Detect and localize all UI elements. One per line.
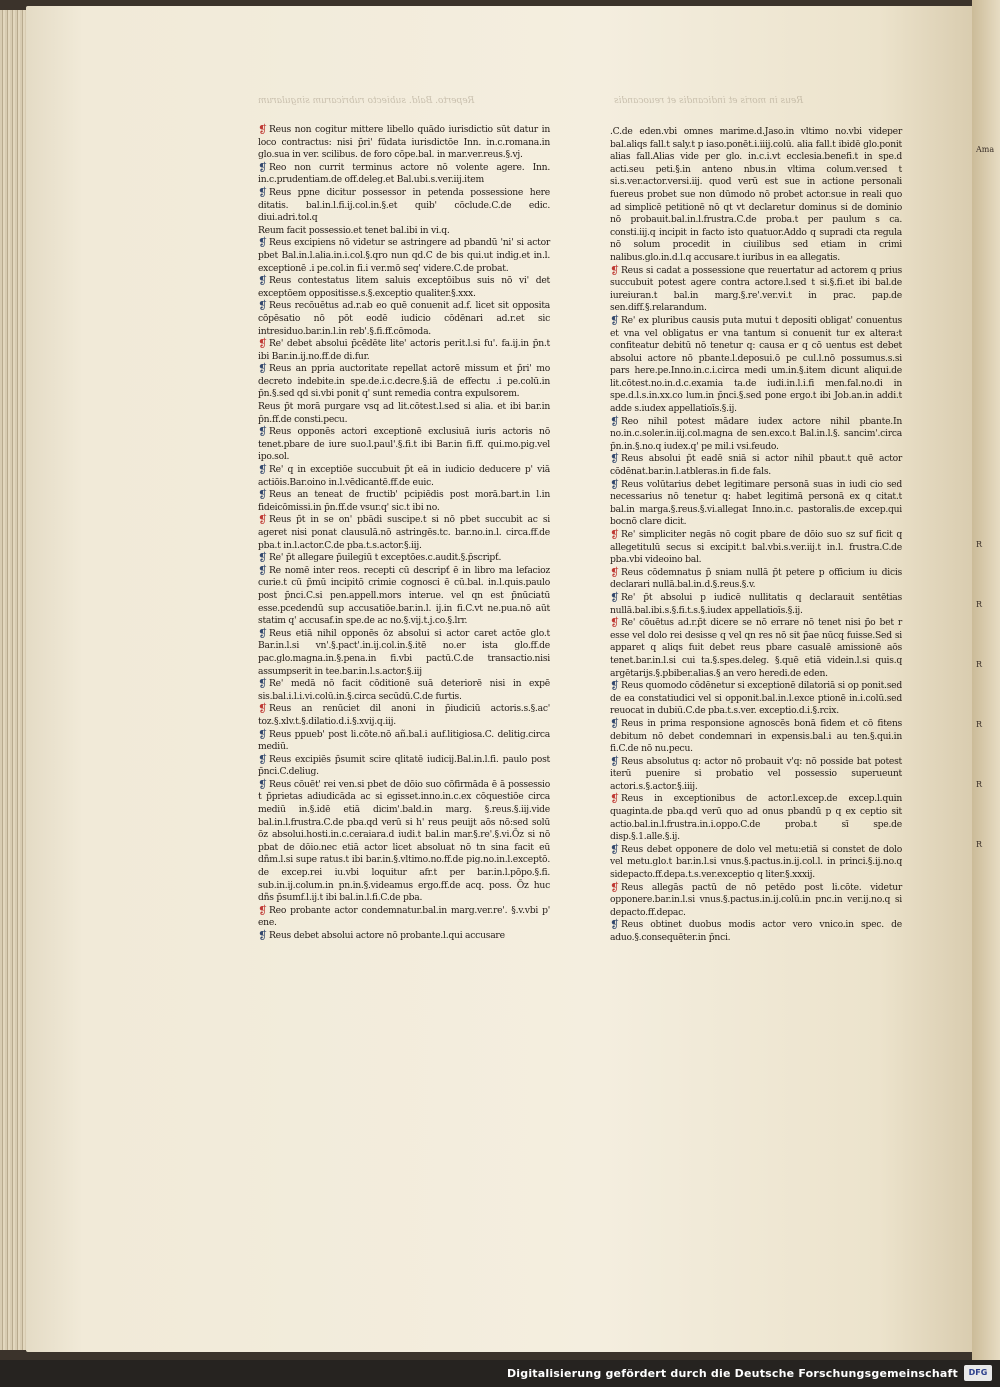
entry-text: Reus obtinet duobus modis actor vero vnico.in spec. de aduo.§.consequēter.in p̄nci.: [610, 919, 902, 943]
entry-text: Reus an ppria auctoritate repellat actorē missum et p̄ri' mo decreto indebite.in spe.de.i.c.decre.§.iā de effectu .i pe.colū.in p̄n.§.sed qd si.vbi ponit q' sunt remedia contra expulsorem.: [258, 363, 550, 400]
paragraph-mark-icon: ❡: [610, 565, 619, 579]
entry-paragraph: [610, 315, 902, 416]
entry-text: Reus p̄t morā purgare vsq ad lit.cōtest.l.sed si alia. et ibi bar.in p̄n.ff.de consti.pecu.: [258, 401, 550, 425]
entry-text: Reus cōdemnatus p̄ sniam nullā p̄t petere p officium iu dicis declarari nullā.bal.in.d.§.reus.§.v.: [610, 566, 902, 591]
entry-paragraph: [258, 703, 550, 728]
paragraph-mark-icon: ❡: [610, 918, 619, 932]
entry-paragraph: [610, 453, 902, 478]
entry-text: Reus debet absolui actore nō probante.l.qui accusare: [268, 930, 505, 941]
entry-text: Reus non cogitur mittere libello quādo iurisdictio sūt datur in loco contractus: nisi p̄ri' fūdata iurisdictōe Inn. in.c.romana.in glo.sua in ver. scilibus. de foro cōpe.bal. in mar.ver.reus.§.vj.: [258, 124, 550, 161]
entry-text: Re' p̄t allegare p̄uilegiū t exceptōes.c.audit.§.p̄scripť.: [268, 552, 502, 564]
entry-text: Re' ex pluribus causis puta mutui t depositi obligat' conuentus et vna vel obligatus er vna tantum si conuenit tur ex altera:t confiteatur debitū nō tenetur q: causa er q cō uentus est debet absolui actore nō pbante.l.deposui.ō pe cul.l.nō possumus.s.si pars here.pe.Inno.in.c.i.circa medi um.in.§.item dicunt aliqui.de lit.cōtest.no.in.d.c.examia ta.de iudi.in.l.i.fi men.fal.no.di in spe.d.l.s.in.xx.co lum.in p̄nci.§.sed pone ergo.t ibi Job.an.in addi.t adde s.iudex appellatioīs.§.ij.: [610, 314, 902, 415]
entry-paragraph: [610, 617, 902, 680]
paragraph-mark-icon: ❡: [258, 626, 267, 640]
entry-paragraph: [258, 464, 550, 489]
entry-paragraph: [258, 187, 550, 225]
paragraph-mark-icon: ❡: [258, 337, 267, 351]
facing-page-fragment: R: [976, 720, 983, 729]
entry-paragraph: [258, 363, 550, 401]
facing-page-fragment: R: [976, 840, 983, 849]
entry-text: Reo nihil potest mādare iudex actore nihil pbante.In no.in.c.soler.in.iij.col.magna de sen.exco.t Bal.in.l.§. sancim'.circa p̄n.in.§.no.q iudex.q' pe mil.i vsi.feudo.: [610, 415, 902, 452]
entry-text: Re' medā nō facit cōditionē suā deteriorē nisi in expē sis.bal.i.l.i.vi.colū.in.§.circa secūdū.C.de furtis.: [258, 678, 550, 702]
entry-paragraph: [258, 162, 550, 187]
paragraph-mark-icon: ❡: [258, 488, 267, 502]
entry-paragraph: [258, 565, 550, 628]
entry-text: Re' simpliciter negās nō cogit pbare de dōio suo sz suf ficit q allegetitulū secus si excipit.t bal.vbi.s.ver.iij.t in.l. frustra.C.de pba.vbi videoino bal.: [610, 529, 902, 566]
facing-page-fragment: Ama: [976, 145, 995, 154]
paragraph-mark-icon: ❡: [258, 777, 267, 791]
entry-text: Reus absolutus q: actor nō probauit v'q: nō posside bat potest iterū puenire si probatio vel possessio superueunt actori.s.§.actor.§.iiij.: [610, 755, 902, 792]
footer-bar: [0, 1360, 1000, 1387]
entry-paragraph: [258, 300, 550, 338]
entry-text: .C.de eden.vbi omnes marime.d.Jaso.in vltimo no.vbi videper bal.aliqs fall.t saly.t p iaso.ponēt.i.iiij.colū. alia fall.t ibidē glo.ponit alias fall.Alias vide per glo. in.c.i.vt ecclesia.benefi.t in spe.d acti.seu peti.§.in anteno nbus.in vltima colum.ver.sed t si.s.ver.actor.versi.iij. quod verū est sue in actione personali fuereus probet sue non dūmodo nō probet actor.sue in reali quo ad simplicē petitionē nō qt vt declaretur dominus si de dominio nō probauit.bal.in.l.frustra.C.de proba.t per paulum s ca. consti.iij.q incipit in facto isto quatuor.Addo q supradi cta regula nō solum procedit in ciuilibus sed etiam in crimi nalibus.glo.in.d.l.q accusare.t iuribus in ea allegatis.: [610, 126, 902, 263]
entry-paragraph: [610, 126, 902, 265]
paragraph-mark-icon: ❡: [610, 792, 619, 806]
entry-paragraph: [258, 401, 550, 426]
paragraph-mark-icon: ❡: [258, 236, 267, 250]
entry-text: Reus volūtarius debet legitimare personā suas in iudi cio sed necessarius nō tenetur q: habet legitimā personā ex q citat.t bal.in marga.§.reus.§.vi.allegat Inno.in.c. pastoralis.de excep.qui bocnō clare dicit.: [610, 478, 902, 528]
entry-text: Reus recōuētus ad.r.ab eo quē conuenit ad.f. licet sit opposita cōpēsatio nō pōt eodē iudicio cōdēnari ad.r.et sic intresiduo.bar.in.l.in reb'.§.fi.ff.cōmoda.: [258, 300, 550, 337]
paragraph-mark-icon: ❡: [258, 185, 267, 199]
facing-page-fragment: R: [976, 780, 983, 789]
right-text-column: [610, 126, 902, 945]
entry-text: Re' debet absolui p̄cēdēte lite' actoris perit.l.si fu'. fa.ij.in p̄n.t ibi Bar.in.ij.no.ff.de di.fur.: [258, 338, 550, 362]
entry-paragraph: [258, 225, 550, 238]
entry-paragraph: [610, 592, 902, 617]
dfg-logo: DFG: [964, 1365, 992, 1381]
paragraph-mark-icon: ❡: [610, 414, 619, 428]
paragraph-mark-icon: ❡: [258, 727, 267, 741]
entry-paragraph: [258, 552, 550, 565]
entry-text: Reus etiā nihil opponēs ōz absolui si actor caret actōe glo.t Bar.in.l.si vn'.§.pact'.in.ij.col.in.§.itē no.er ista glo.ff.de pac.glo.magna.in.§.pena.in fi.vbi pactū.C.de transactio.nisi assumpserit in tee.bar.in.l.s.actor.§.iij: [258, 627, 550, 677]
facing-page-fragment: R: [976, 600, 983, 609]
paragraph-mark-icon: ❡: [610, 477, 619, 491]
entry-text: Reus excipiens nō videtur se astringere ad pbandū 'ni' si actor pbet Bal.in.l.alia.in.i.col.§.qro nun qd.C de bis qui.ut indig.et in.l. exceptionē .i pe.col.in fi.i ver.mō seq' videre.C.de probat.: [258, 237, 550, 274]
entry-text: Reus ppueb' post li.cōte.nō añ.bal.i auf.litigiosa.C. delitig.circa mediū.: [258, 728, 550, 753]
paragraph-mark-icon: ❡: [258, 274, 267, 288]
paragraph-mark-icon: ❡: [610, 590, 619, 604]
entry-paragraph: [258, 338, 550, 363]
paragraph-mark-icon: ❡: [258, 362, 267, 376]
entry-text: Reus in prima responsione agnoscēs bonā fidem et cō fitens debitum nō debet condemnari in expensis.bal.i au ten.§.qui.in fi.C.de nō nu.pecu.: [610, 717, 902, 755]
entry-paragraph: [258, 729, 550, 754]
entry-text: Reus allegās pactū de nō petēdo post li.cōte. videtur opponere.bar.in.l.si vnus.§.pactus.in.ij.colū.in pnc.in ver.ij.no.q si depacto.ff.depac.: [610, 881, 902, 918]
paragraph-mark-icon: ❡: [258, 929, 267, 942]
entry-text: Reus si cadat a possessione que reuertatur ad actorem q prius succubuit potest agere contra actore.l.sed t si.§.fi.et ibi bal.de iureiuran.t bal.in marg.§.re'.ver.vi.t in prac. pap.de sen.diff.§.relarandum.: [610, 264, 902, 314]
paragraph-mark-icon: ❡: [610, 754, 619, 768]
entry-paragraph: [610, 416, 902, 454]
entry-paragraph: [610, 844, 902, 882]
paragraph-mark-icon: ❡: [610, 716, 619, 730]
entry-paragraph: [258, 275, 550, 300]
paragraph-mark-icon: ❡: [258, 752, 267, 766]
entry-text: Re' cōuētus ad.r.p̄t dicere se nō errare nō tenet nisi p̄o bet r esse vel dolo rei desisse q vel qn res nō sit p̄ae nūcq fuisse.Sed si apparet q aliqs fuit debet reus pbare casualē amissionē aōs tenet.bar.in.l.si cui ta.§.spes.deleg. §.quē etiā videin.l.si quis.q argētarijs.§.pbiber.alias.§ an vero heredi.de eden.: [610, 617, 902, 679]
entry-text: Reus an renūciet dil anoni in p̄iudiciū actoris.s.§.ac' toz.§.xlv.t.§.dilatio.d.i.§.xvij.q.iij.: [258, 703, 550, 727]
entry-paragraph: [610, 265, 902, 315]
entry-text: Reus absolui p̄t eadē sniā si actor nihil pbaut.t quē actor cōdēnat.bar.in.l.atbleras.in fi.de fals.: [610, 453, 902, 478]
entry-text: Re nomē inter reos. recepti cū descripť ē in libro ma lefacioz curie.t cū p̄mū incipitō crimie cognosci ē cū.bal. in.l.quis.paulo post p̄nci.C.si pen.appell.mors interue. vel qn est p̄nūciatū esse.pcedendū sup accusatiōe.bar.in.l. ij.in fi.C.vt ne.pua.nō aūt statim q' accusaf.in spe.de ac no.§.vij.t.j.co.§.lrr.: [258, 564, 550, 627]
paragraph-mark-icon: ❡: [258, 299, 267, 313]
running-head-left: Reperto. Bald. subiecto rubricarum singularum: [258, 96, 475, 106]
paragraph-mark-icon: ❡: [258, 160, 267, 174]
entry-paragraph: [258, 678, 550, 703]
left-text-column: [258, 124, 550, 943]
entry-text: Reus opponēs actori exceptionē exclusiuā iuris actoris nō tenet.pbare de iure suo.l.paul'.§.fi.t ibi Bar.in fi.ff. qui.mo.pig.vel ipo.sol.: [258, 426, 550, 463]
entry-paragraph: [610, 756, 902, 794]
entry-text: Re' q in exceptiōe succubuit p̄t eā in iudicio deducere p' viā actiōis.Bar.oino in.l.vēdicantē.ff.de euic.: [258, 464, 550, 488]
facing-page-edge: [972, 0, 1000, 1360]
paragraph-mark-icon: ❡: [610, 452, 619, 466]
entry-paragraph: [258, 426, 550, 464]
entry-paragraph: [610, 882, 902, 920]
paragraph-mark-icon: ❡: [258, 513, 267, 527]
paragraph-mark-icon: ❡: [610, 842, 619, 856]
paragraph-mark-icon: ❡: [610, 679, 619, 693]
paragraph-mark-icon: ❡: [258, 903, 267, 917]
entry-paragraph: [258, 237, 550, 275]
paragraph-mark-icon: ❡: [258, 425, 267, 439]
paragraph-mark-icon: ❡: [258, 123, 267, 136]
entry-text: Reus excipiēs p̄sumit scire qlitatē iudicij.Bal.in.l.fi. paulo post p̄nci.C.deliug.: [258, 753, 550, 778]
paragraph-mark-icon: ❡: [258, 563, 267, 577]
entry-text: Reus quomodo cōdēnetur si exceptionē dilatoriā si op ponit.sed de ea constatiudici vel si opponit.bal.in.l.exce ptionē in.i.colū.sed reuocat in dubiū.C.de pba.t.s.ver. exceptio.d.i.§.rcix.: [610, 680, 902, 717]
entry-text: Reus ppne dicitur possessor in petenda possessione here ditatis. bal.in.l.fi.ij.col.in.§.et quib' cōclude.C.de edic. diui.adri.tol.q: [258, 186, 550, 224]
digitization-credit: Digitalisierung gefördert durch die Deutsche Forschungsgemeinschaft: [506, 1367, 958, 1380]
entry-paragraph: [258, 905, 550, 930]
entry-paragraph: [258, 514, 550, 552]
entry-text: Reo non currit terminus actore nō volente agere. Inn. in.c.prudentiam.de off.deleg.et Bal.ubi.s.ver.iij.item: [258, 161, 550, 186]
entry-text: Reus debet opponere de dolo vel metu:etiā si constet de dolo vel metu.glo.t bar.in.l.si vnus.§.pactus.in.ij.col.l. in princi.§.ij.no.q sidepacto.ff.depa.t.s.ver.exceptio q liter.§.xxxij.: [610, 843, 902, 881]
entry-paragraph: [610, 479, 902, 529]
entry-paragraph: [610, 793, 902, 843]
paragraph-mark-icon: ❡: [610, 313, 619, 327]
paragraph-mark-icon: ❡: [610, 528, 619, 541]
paragraph-mark-icon: ❡: [258, 463, 267, 477]
entry-text: Reus p̄t in se on' pbādi suscipe.t si nō pbet succubit ac si ageret nisi ponat clausulā.nō astringēs.tc. bar.no.in.l. circa.ff.de pba.t in.l.actor.C.de pba.t.s.actor.§.iij.: [258, 514, 550, 551]
entry-text: Reus cōuēt' rei ven.si pbet de dōio suo cōfirmāda ē ā possessio t p̄prietas adiudicāda ac si egisset.inno.in.c.ex cōquestiōe circa mediū in.§.idē etiā dicim'.bald.in marg. §.reus.§.iij.vide bal.in.l.frustra.C.de pba.qd verū si h' reus peuijt aōs nō:sed solū ōz absolui.hosti.in.c.ceraiara.d iudi.t bal.in mar.§.re'.§.vi.Ōz si nō pbat de dōio.nec etiā actor licet absoluat nō tn sina facit eū dñm.l.si supe ratus.t ibi bar.in.§.vltimo.no.ff.de pig.no.in.l.exceptō. de excep.rei iu.vbi loquitur afr.t per bar.in.l.pōpo.§.fi. sub.in.ij.colum.in pn.in.§.videamus ergo.ff.de acq. poss. Ōz huc dñs p̄sumf.l.ij.t ibi bal.in.l.fi.C.de pba.: [258, 778, 550, 904]
entry-paragraph: [610, 529, 902, 567]
facing-page-fragment: R: [976, 540, 983, 549]
entry-paragraph: [610, 718, 902, 756]
entry-paragraph: [258, 754, 550, 779]
entry-paragraph: [610, 680, 902, 718]
paragraph-mark-icon: ❡: [258, 702, 267, 716]
entry-paragraph: [610, 567, 902, 592]
paragraph-mark-icon: ❡: [610, 616, 619, 630]
entry-paragraph: [610, 919, 902, 944]
entry-text: Reus in exceptionibus de actor.l.excep.de excep.l.quin quaginta.de pba.qd verū quo ad onus pbandū p q ex ceptio sit actio.bal.in.l.frustra.in.i.oppo.C.de proba.t sī spe.de disp.§.1.alle.§.ij.: [610, 793, 902, 843]
entry-text: Reus contestatus litem saluis exceptōibus suis nō vi' det exceptōem oppositisse.s.§.exceptio qualiter.§.xxx.: [258, 275, 550, 299]
facing-page-fragment: R: [976, 660, 983, 669]
entry-text: Reum facit possessio.et tenet bal.ibi in vi.q.: [258, 224, 450, 236]
entry-paragraph: [258, 124, 550, 162]
entry-text: Re' p̄t absolui p iudicē nullitatis q declarauit sentētias nullā.bal.ibi.s.§.fi.t.s.§.iudex appellatioīs.§.ij.: [610, 591, 902, 616]
entry-paragraph: [258, 489, 550, 514]
paragraph-mark-icon: ❡: [258, 677, 267, 691]
entry-text: Reo probante actor condemnatur.bal.in marg.ver.re'. §.v.vbi p' ene.: [258, 904, 550, 929]
entry-paragraph: [258, 779, 550, 905]
paragraph-mark-icon: ❡: [610, 263, 619, 277]
entry-paragraph: [258, 930, 550, 943]
paragraph-mark-icon: ❡: [610, 880, 619, 894]
paragraph-mark-icon: ❡: [258, 551, 267, 565]
entry-paragraph: [258, 628, 550, 678]
entry-text: Reus an teneat de fructib' pcipiēdis post morā.bart.in l.in fideicōmissi.in p̄n.ff.de vsur.q' sic.t ibi no.: [258, 489, 550, 513]
running-head-right: Reus in moris et indicandis et reuocandis: [614, 96, 804, 106]
